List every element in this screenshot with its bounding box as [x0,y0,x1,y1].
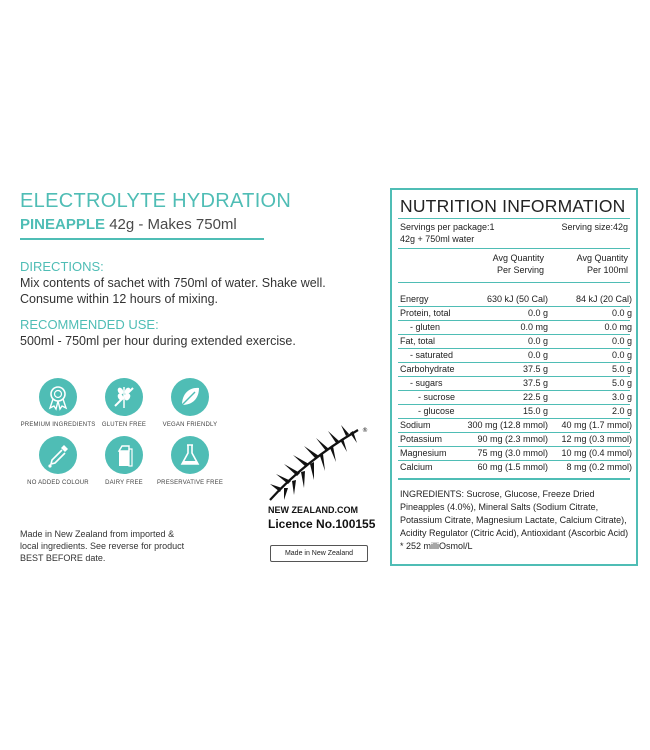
product-subtitle [20,216,237,233]
divider [398,432,630,433]
per-100ml-value: 3.0 g [611,392,632,402]
serving-size: Serving size:42g [561,222,628,232]
per-serving-value: 22.5 g [522,392,548,402]
recommended-use-text: 500ml - 750ml per hour during extended exercise. [20,334,296,348]
per-serving-value: 0.0 g [527,308,548,318]
divider [398,334,630,335]
nutrient-label: Carbohydrate [400,364,455,374]
product-title: ELECTROLYTE HYDRATION [20,190,292,212]
per-100ml-value: 0.0 g [611,336,632,346]
nutrient-row [400,336,632,348]
per-100ml-value: 5.0 g [611,378,632,388]
per-100ml-value: 0.0 g [611,308,632,318]
nutrient-row [400,364,632,376]
divider [398,446,630,447]
nutrient-label: - saturated [410,350,454,360]
directions-line-2: Consume within 12 hours of mixing. [20,292,219,306]
nz-brand-text: NEW ZEALAND.COM [268,505,358,515]
divider [398,320,630,321]
directions-heading: DIRECTIONS: [20,259,104,274]
nutrient-row [400,448,632,460]
lab-flask-icon [171,436,209,474]
nutrient-row [400,378,632,390]
per-serving-value: 0.0 g [527,350,548,360]
nutrient-row [400,308,632,320]
divider [398,282,630,283]
vegan-friendly-badge [152,378,228,428]
premium-ingredients-badge [20,378,96,428]
nutrient-label: Protein, total [400,308,451,318]
nutrient-row [400,350,632,362]
per-serving-value: 37.5 g [522,364,548,374]
nutrient-label: - sugars [410,378,443,388]
per-100ml-value: 0.0 g [611,350,632,360]
nutrient-label: Potassium [400,434,443,444]
divider [398,306,630,307]
flavour-name: PINEAPPLE [20,216,106,233]
origin-note-line: Made in New Zealand from imported & [20,529,175,539]
icon-label: DAIRY FREE [105,480,143,486]
nutrition-panel [390,188,638,566]
per-100ml-value: 8 mg (0.2 mmol) [566,462,632,472]
licence-number: Licence No.100155 [268,517,376,531]
per-100ml-value: 10 mg (0.4 mmol) [561,448,632,458]
origin-note-line: BEST BEFORE date. [20,553,106,563]
per-serving-value: 15.0 g [522,406,548,416]
nutrient-label: Calcium [400,462,433,472]
col-header-line: Avg Quantity [492,253,544,263]
dairy-free-badge [86,436,162,486]
nutrient-label: Sodium [400,420,431,430]
divider [398,478,630,480]
icon-label: VEGAN FRIENDLY [162,422,218,428]
nutrient-row [400,420,632,432]
origin-note [20,528,184,564]
nutrient-row [400,392,632,404]
divider [398,348,630,349]
col-header-line: Avg Quantity [576,253,628,263]
icon-label: NO ADDED COLOUR [27,480,89,486]
made-in-nz-badge: Made in New Zealand [270,545,368,562]
per-100ml-value: 2.0 g [611,406,632,416]
per-serving-value: 37.5 g [522,378,548,388]
servings-per-package: Servings per package:1 [400,222,495,232]
origin-note-line: local ingredients. See reverse for product [20,541,185,551]
recommended-use-heading: RECOMMENDED USE: [20,317,159,332]
col-header-line: Per 100ml [586,265,628,275]
per-serving-value: 0.0 g [527,336,548,346]
divider [398,460,630,461]
icon-label: PRESERVATIVE FREE [156,480,224,486]
milk-carton-icon [105,436,143,474]
per-100ml-value: 0.0 mg [604,322,632,332]
dropper-icon [39,436,77,474]
divider [398,218,630,219]
divider [398,376,630,377]
nutrient-label: Energy [400,294,429,304]
nutrient-label: Fat, total [400,336,436,346]
nutrient-row [400,406,632,418]
nutrient-row [400,462,632,474]
serving-note: 42g + 750ml water [400,234,475,244]
title-divider [20,238,264,240]
col-per-serving-header [493,253,544,275]
col-per-100ml-header [577,253,628,275]
nutrient-label: - glucose [418,406,455,416]
divider [398,362,630,363]
per-100ml-value: 12 mg (0.3 mmol) [561,434,632,444]
nutrient-row [400,294,632,306]
per-serving-value: 90 mg (2.3 mmol) [477,434,548,444]
nutrient-label: Magnesium [400,448,447,458]
nutrient-label: - gluten [410,322,441,332]
nutrient-row [400,434,632,446]
gluten-free-badge [86,378,162,428]
no-added-colour-badge [20,436,96,486]
col-header-line: Per Serving [496,265,544,275]
preservative-free-badge [152,436,228,486]
wheat-crossed-icon [105,378,143,416]
per-serving-value: 0.0 mg [520,322,548,332]
divider [398,390,630,391]
registered-mark: ® [362,427,368,434]
award-ribbon-icon [39,378,77,416]
per-serving-value: 300 mg (12.8 mmol) [467,420,548,430]
divider [398,404,630,405]
nutrient-label: - sucrose [418,392,456,402]
icon-label: GLUTEN FREE [101,422,147,428]
divider [398,418,630,419]
per-serving-value: 60 mg (1.5 mmol) [477,462,548,472]
per-100ml-value: 5.0 g [611,364,632,374]
ingredients-list: INGREDIENTS: Sucrose, Glucose, Freeze Dried Pineapples (4.0%), Mineral Salts (Sodium Citrate, Potassium Citrate, Magnesium Lactate, Calcium Citrate), Acidity Regulator (Citric Acid), Antioxidant (Ascorbic Acid) * 252 milliOsmol/L [400,489,629,551]
divider [398,248,630,249]
directions-line-1: Mix contents of sachet with 750ml of water. Shake well. [20,276,326,290]
size-line: 42g - Makes 750ml [109,216,237,233]
per-100ml-value: 84 kJ (20 Cal) [575,294,632,304]
per-serving-value: 630 kJ (50 Cal) [486,294,548,304]
silver-fern-logo [266,422,370,504]
icon-label: PREMIUM INGREDIENTS [20,422,96,428]
leaf-icon [171,378,209,416]
per-100ml-value: 40 mg (1.7 mmol) [561,420,632,430]
nutrition-title: NUTRITION INFORMATION [400,196,626,216]
nutrient-row [400,322,632,334]
per-serving-value: 75 mg (3.0 mmol) [477,448,548,458]
